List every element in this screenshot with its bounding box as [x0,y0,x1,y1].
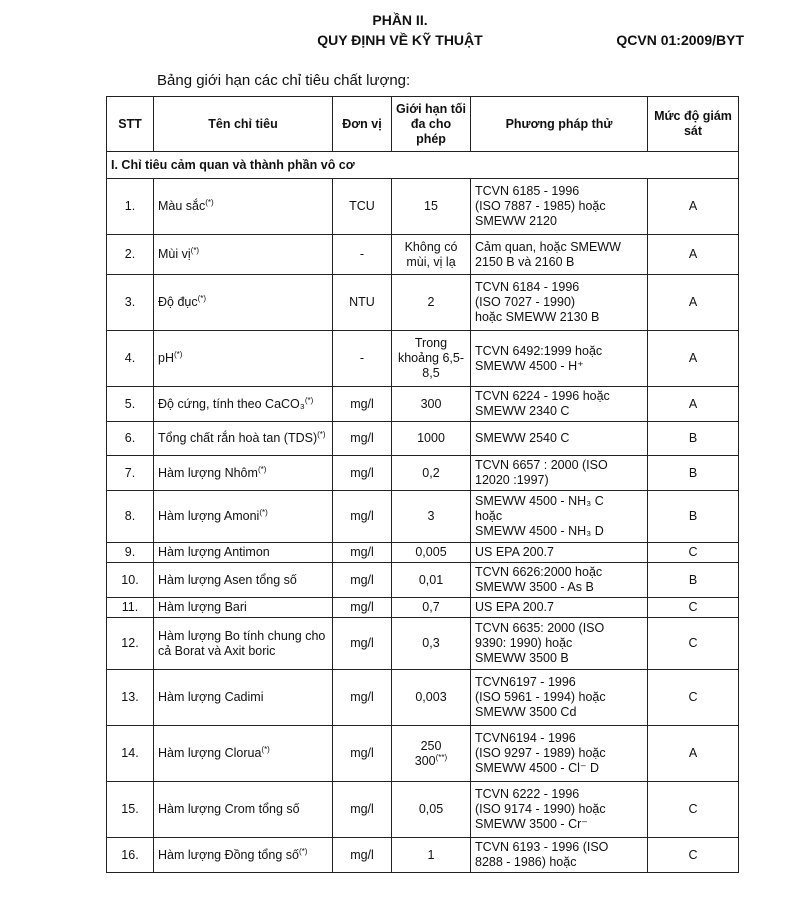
table-header-row [107,97,739,152]
indicator-name-text: Màu sắc [158,199,206,213]
indicator-footnote-mark: (*) [190,245,200,255]
row-monitoring-level: B [648,456,739,491]
table-row [107,618,739,670]
row-max-limit [392,331,471,387]
indicator-name-text: Hàm lượng Nhôm [158,465,258,480]
indicator-name-text: Hàm lượng Cadimi [158,690,264,704]
test-method-line: (ISO 5961 - 1994) hoặc [475,690,606,704]
test-method-line: SMEWW 4500 - NH₃ D [475,524,604,538]
max-limit-value: 1 [427,847,435,862]
row-monitoring-level: B [648,563,739,598]
row-stt: 1. [107,179,154,235]
row-test-method [471,782,648,838]
row-max-limit [392,618,471,670]
row-indicator-name [154,179,333,235]
max-limit-value: 0,05 [418,802,444,816]
test-method-line: TCVN 6193 - 1996 (ISO [475,840,609,854]
max-limit-value: 0,005 [415,545,447,559]
indicator-name-text: Hàm lượng Clorua [158,746,262,760]
test-method-line: SMEWW 4500 - Cl⁻ D [475,761,599,775]
table-row [107,275,739,331]
table-row [107,670,739,726]
max-limit-value: 300 [420,396,442,411]
row-max-limit [392,782,471,838]
row-max-limit [392,456,471,491]
max-limit-value-alt [396,754,466,769]
row-stt: 2. [107,235,154,275]
row-stt: 3. [107,275,154,331]
row-indicator-name [154,491,333,543]
row-monitoring-level: A [648,235,739,275]
row-unit: mg/l [333,543,392,563]
row-indicator-name [154,838,333,873]
test-method-line: (ISO 7887 - 1985) hoặc [475,199,606,213]
max-limit-value: 3 [427,509,435,523]
row-stt: 12. [107,618,154,670]
row-unit: mg/l [333,422,392,456]
row-test-method [471,275,648,331]
row-indicator-name [154,275,333,331]
row-monitoring-level: A [648,387,739,422]
test-method-line: TCVN 6492:1999 hoặc [475,343,603,358]
indicator-name-text: Hàm lượng Antimon [158,545,270,559]
row-test-method [471,422,648,456]
max-limit-value: 2 [427,295,435,309]
indicator-name-text: Hàm lượng Bari [158,600,247,614]
row-test-method [471,618,648,670]
row-monitoring-level: C [648,598,739,618]
indicator-footnote-mark: (*) [257,464,267,474]
max-limit-value: Không có mùi, vị lạ [404,239,458,269]
row-max-limit [392,422,471,456]
row-indicator-name [154,782,333,838]
header-test-method: Phương pháp thử [471,97,648,152]
row-max-limit [392,563,471,598]
test-method-line: TCVN 6626:2000 hoặc [475,565,603,579]
max-limit-value: 15 [424,199,438,213]
row-unit: mg/l [333,618,392,670]
row-max-limit [392,491,471,543]
test-method-line: (ISO 9174 - 1990) hoặc [475,802,606,816]
row-stt: 9. [107,543,154,563]
test-method-line: TCVN 6657 : 2000 (ISO [475,458,608,472]
row-test-method [471,598,648,618]
row-max-limit [392,179,471,235]
test-method-line: TCVN6194 - 1996 [475,731,576,745]
row-unit: mg/l [333,670,392,726]
indicator-name-text: Độ đục [158,295,198,309]
quality-limits-table [106,96,739,873]
header-max-limit: Giới hạn tối đa cho phép [392,97,471,152]
section-title: QUY ĐỊNH VỀ KỸ THUẬT [317,32,483,48]
table-row [107,179,739,235]
row-max-limit [392,235,471,275]
indicator-name-text: Hàm lượng Amoni [158,509,260,523]
row-test-method [471,543,648,563]
row-max-limit [392,838,471,873]
row-stt: 4. [107,331,154,387]
row-indicator-name [154,563,333,598]
row-test-method [471,387,648,422]
indicator-name-text: Hàm lượng Crom tổng số [158,802,300,816]
max-limit-footnote-mark: (**) [435,752,448,762]
row-monitoring-level: A [648,179,739,235]
part-title: PHẦN II. [372,12,428,28]
row-monitoring-level: C [648,543,739,563]
row-monitoring-level: A [648,726,739,782]
row-stt: 14. [107,726,154,782]
test-method-line: US EPA 200.7 [475,545,554,559]
table-row [107,491,739,543]
test-method-line: SMEWW 4500 - H⁺ [475,358,584,373]
row-unit: mg/l [333,598,392,618]
test-method-line: 8288 - 1986) hoặc [475,855,577,869]
row-monitoring-level: A [648,275,739,331]
row-test-method [471,563,648,598]
indicator-name-text: Hàm lượng Bo tính chung cho cả Borat và Axit boric [158,628,326,658]
indicator-name-text: pH [158,351,174,365]
row-indicator-name [154,235,333,275]
header-name: Tên chỉ tiêu [154,97,333,152]
row-indicator-name [154,387,333,422]
row-unit: mg/l [333,838,392,873]
row-indicator-name [154,331,333,387]
test-method-line: SMEWW 3500 - As B [475,580,594,594]
test-method-line: US EPA 200.7 [475,600,554,614]
row-unit: mg/l [333,456,392,491]
indicator-footnote-mark: (*) [317,429,326,439]
table-row [107,387,739,422]
row-test-method [471,838,648,873]
header-monitoring-level: Mức độ giám sát [648,97,739,152]
table-row [107,726,739,782]
row-indicator-name [154,726,333,782]
row-indicator-name [154,598,333,618]
header-stt: STT [107,97,154,152]
test-method-line: TCVN 6184 - 1996 [475,280,580,294]
row-monitoring-level: C [648,838,739,873]
row-unit: - [333,331,392,387]
test-method-line: TCVN 6635: 2000 (ISO [475,621,605,635]
indicator-footnote-mark: (*) [298,846,308,856]
table-row [107,563,739,598]
table-row [107,598,739,618]
row-test-method [471,331,648,387]
row-stt: 13. [107,670,154,726]
indicator-footnote-mark: (*) [197,293,207,303]
section-row [107,152,739,179]
indicator-name-text: Độ cứng, tính theo CaCO₃ [158,396,305,411]
row-stt: 10. [107,563,154,598]
test-method-line: SMEWW 3500 B [475,651,569,665]
table-row [107,331,739,387]
test-method-line: TCVN 6222 - 1996 [475,787,580,801]
test-method-line: Cảm quan, hoặc SMEWW [475,239,621,254]
row-indicator-name [154,456,333,491]
max-limit-value: 250 [420,738,442,753]
table-row [107,543,739,563]
table-row [107,422,739,456]
max-limit-value: 0,7 [422,600,440,614]
row-unit: TCU [333,179,392,235]
row-indicator-name [154,618,333,670]
header-unit: Đơn vị [333,97,392,152]
test-method-line: 9390: 1990) hoặc [475,636,573,650]
row-unit: mg/l [333,491,392,543]
row-unit: mg/l [333,563,392,598]
test-method-line: TCVN 6224 - 1996 hoặc [475,389,610,403]
indicator-name-text: Hàm lượng Đồng tổng số [158,847,299,862]
row-stt: 15. [107,782,154,838]
indicator-name-text: Mùi vị [158,247,191,261]
document-header [0,12,800,58]
table-intro: Bảng giới hạn các chỉ tiêu chất lượng: [157,72,411,89]
row-stt: 11. [107,598,154,618]
indicator-footnote-mark: (*) [304,395,314,405]
row-unit: mg/l [333,387,392,422]
row-max-limit [392,543,471,563]
test-method-line: hoặc SMEWW 2130 B [475,310,600,324]
row-test-method [471,456,648,491]
row-monitoring-level: C [648,670,739,726]
test-method-line: 12020 :1997) [475,473,549,487]
row-monitoring-level: A [648,331,739,387]
indicator-footnote-mark: (*) [173,349,183,359]
test-method-line: (ISO 7027 - 1990) [475,295,576,309]
test-method-line: SMEWW 2540 C [475,431,570,445]
test-method-line: SMEWW 3500 - Cr⁻ [475,817,588,831]
row-test-method [471,726,648,782]
max-limit-value: 0,003 [415,690,447,704]
row-max-limit [392,670,471,726]
row-stt: 16. [107,838,154,873]
table-row [107,456,739,491]
test-method-line: TCVN6197 - 1996 [475,675,576,689]
test-method-line: TCVN 6185 - 1996 [475,184,580,198]
max-limit-value: Trong khoảng 6,5-8,5 [397,336,465,380]
row-stt: 8. [107,491,154,543]
row-unit: - [333,235,392,275]
test-method-line: SMEWW 2120 [475,214,557,228]
row-stt: 5. [107,387,154,422]
row-test-method [471,179,648,235]
row-unit: mg/l [333,782,392,838]
row-max-limit [392,387,471,422]
row-max-limit [392,726,471,782]
max-limit-value: 0,2 [422,465,440,480]
test-method-line: SMEWW 4500 - NH₃ C [475,494,604,508]
max-limit-value-2: 300 [414,753,436,768]
row-indicator-name [154,543,333,563]
row-stt: 6. [107,422,154,456]
table-row [107,235,739,275]
indicator-footnote-mark: (*) [259,507,268,517]
max-limit-value: 0,3 [422,636,440,650]
test-method-line: 2150 B và 2160 B [475,254,575,269]
row-test-method [471,235,648,275]
regulation-code: QCVN 01:2009/BYT [616,32,744,48]
test-method-line: hoặc [475,509,503,523]
row-indicator-name [154,422,333,456]
row-test-method [471,670,648,726]
test-method-line: SMEWW 2340 C [475,404,570,418]
row-test-method [471,491,648,543]
row-max-limit [392,275,471,331]
row-monitoring-level: B [648,422,739,456]
indicator-name-text: Tổng chất rắn hoà tan (TDS) [158,431,318,445]
row-monitoring-level: C [648,618,739,670]
test-method-line: (ISO 9297 - 1989) hoặc [475,746,606,760]
row-indicator-name [154,670,333,726]
max-limit-value: 0,01 [418,572,444,587]
section-label: I. Chỉ tiêu cảm quan và thành phần vô cơ [107,152,739,179]
row-monitoring-level: B [648,491,739,543]
test-method-line: SMEWW 3500 Cd [475,705,577,719]
table-row [107,782,739,838]
row-unit: mg/l [333,726,392,782]
table-row [107,838,739,873]
indicator-footnote-mark: (*) [205,197,214,207]
row-unit: NTU [333,275,392,331]
indicator-footnote-mark: (*) [261,744,270,754]
row-max-limit [392,598,471,618]
row-stt: 7. [107,456,154,491]
row-monitoring-level: C [648,782,739,838]
max-limit-value: 1000 [417,431,445,445]
indicator-name-text: Hàm lượng Asen tổng số [158,572,297,587]
